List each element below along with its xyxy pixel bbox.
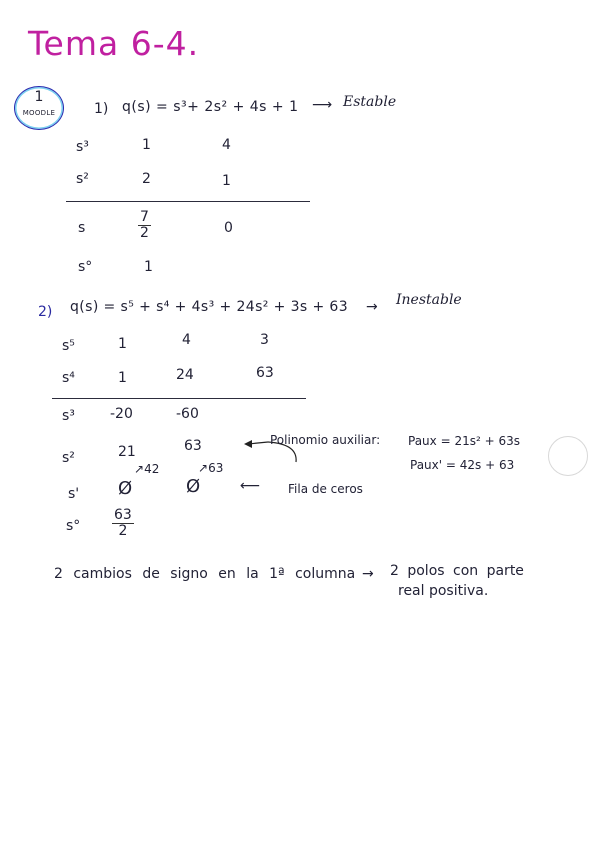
badge-label: MOODLE	[22, 109, 56, 117]
ex2-arrow-icon: →	[366, 299, 378, 315]
page-title: Tema 6-4.	[28, 24, 200, 63]
ex1-row-s-c1-den: 2	[140, 224, 149, 241]
ex2-table-divider	[52, 398, 306, 399]
ex2-row-s5-c1: 1	[118, 336, 127, 352]
ex2-row-s4-c2: 24	[176, 367, 194, 383]
ex2-row-s5-c2: 4	[182, 332, 191, 348]
ex2-row-s5-label: s⁵	[62, 338, 75, 354]
ex2-row-s1-c1-new: 42	[144, 462, 160, 476]
ex2-number: 2)	[38, 304, 53, 320]
ex2-row-s1-c2-crossed: Ø	[186, 476, 201, 497]
conclusion-left: 2 cambios de signo en la 1ª columna	[54, 566, 356, 582]
ex2-row-s1-label: s'	[68, 486, 80, 502]
ex2-row-s3-c1: -20	[110, 406, 133, 422]
ex2-row-s0-label: s°	[66, 518, 81, 534]
ex2-row-s2-c2: 63	[184, 438, 202, 454]
ex1-row-s0-label: s°	[78, 259, 93, 275]
ex1-table-divider	[66, 201, 310, 202]
badge-number: 1	[34, 89, 44, 105]
ex2-row-s3-c2: -60	[176, 406, 199, 422]
zero-row-label: Fila de ceros	[288, 482, 363, 496]
ex2-result: Inestable	[396, 292, 462, 308]
ex1-arrow-icon: ⟶	[312, 97, 333, 113]
zero-row-arrow-icon: ⟵	[240, 478, 261, 494]
ex1-equation: q(s) = s³+ 2s² + 4s + 1	[122, 99, 299, 115]
ex1-row-s-c1	[138, 210, 151, 240]
ex2-row-s3-label: s³	[62, 408, 75, 424]
ex1-result: Estable	[343, 94, 397, 110]
ex1-row-s2-label: s²	[76, 171, 89, 187]
ex2-row-s0-c1-den: 2	[112, 523, 134, 539]
ex2-row-s1-c1-replacement	[134, 462, 159, 476]
ex1-number: 1)	[94, 101, 109, 117]
moodle-badge	[14, 86, 64, 130]
ex2-row-s4-c3: 63	[256, 365, 274, 381]
ex2-row-s4-c1: 1	[118, 370, 127, 386]
ex2-row-s1-c2-new: 63	[208, 461, 224, 475]
ex1-row-s-label: s	[78, 220, 86, 236]
conclusion-right-1: 2 polos con parte	[390, 563, 524, 579]
paux-expression: Paux = 21s² + 63s	[408, 434, 520, 448]
arrow-small-icon: ↗	[198, 461, 209, 475]
ex2-row-s0-c1-num: 63	[114, 507, 132, 523]
ex2-row-s2-c1: 21	[118, 444, 136, 460]
ex2-equation: q(s) = s⁵ + s⁴ + 4s³ + 24s² + 3s + 63	[70, 299, 349, 315]
conclusion-right-2: real positiva.	[398, 583, 489, 599]
ex1-row-s2-c2: 1	[222, 173, 231, 189]
ex1-row-s-c2: 0	[224, 220, 233, 236]
ex1-row-s3-c2: 4	[222, 137, 231, 153]
ex2-row-s2-label: s²	[62, 450, 75, 466]
ex2-row-s0-c1	[112, 508, 134, 538]
arrow-small-icon: ↗	[134, 462, 145, 476]
ex2-row-s1-c1-crossed: Ø	[118, 478, 133, 499]
ex1-row-s3-c1: 1	[142, 137, 151, 153]
paux-derivative: Paux' = 42s + 63	[410, 458, 515, 472]
punch-hole	[548, 436, 588, 476]
ex2-row-s5-c3: 3	[260, 332, 269, 348]
ex1-row-s0-c1: 1	[144, 259, 153, 275]
conclusion-arrow-icon: →	[362, 566, 374, 582]
ex1-row-s3-label: s³	[76, 139, 89, 155]
ex2-row-s4-label: s⁴	[62, 370, 75, 386]
ex1-row-s2-c1: 2	[142, 171, 151, 187]
aux-polynomial-label: Polinomio auxiliar:	[270, 433, 381, 447]
ex1-row-s-c1-num: 7	[140, 209, 149, 225]
